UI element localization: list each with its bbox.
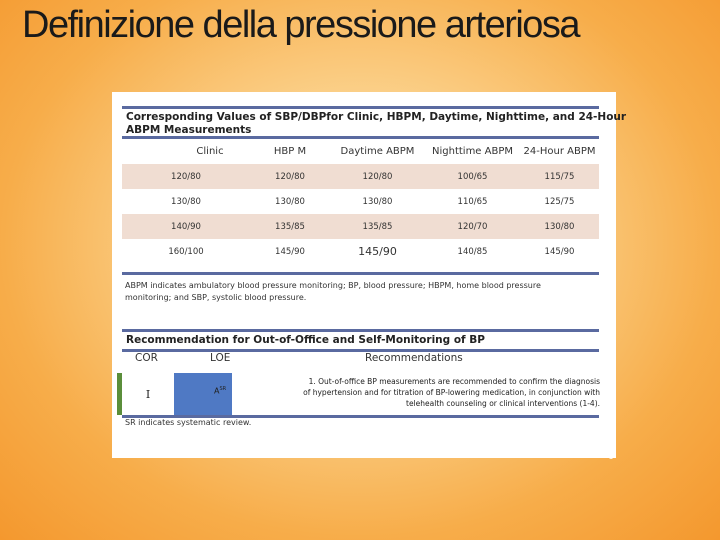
footnote-line2: monitoring; and SBP, systolic blood pressure. xyxy=(125,293,307,302)
header-cell: Clinic xyxy=(196,145,224,157)
table-cell: 140/90 xyxy=(122,214,250,239)
table-cell: 115/75 xyxy=(520,164,599,189)
rec-header-rule xyxy=(122,349,599,352)
slide-title: Definizione della pressione arteriosa xyxy=(22,4,580,46)
table-cell: 120/80 xyxy=(250,164,330,189)
header-cell: Nighttime ABPM xyxy=(432,145,513,157)
cor-class-cell xyxy=(117,373,174,415)
table1-caption xyxy=(126,111,626,137)
header-spacer xyxy=(122,138,170,164)
table-cell: 120/80 xyxy=(122,164,250,189)
table-header-row xyxy=(122,138,599,164)
table1-footnote xyxy=(125,280,595,304)
table-cell: 130/80 xyxy=(171,196,201,207)
col-loe-header: LOE xyxy=(210,352,231,364)
header-cell: HBP M xyxy=(273,145,307,157)
table-row xyxy=(122,189,599,214)
table-cell: 130/80 xyxy=(520,214,599,239)
table-cell: 145/90 xyxy=(544,246,575,257)
loe-letter: A xyxy=(214,386,220,396)
sr-footnote: SR indicates systematic review. xyxy=(125,418,252,427)
table-cell: 160/100 xyxy=(168,246,204,257)
bp-values-table xyxy=(122,138,599,264)
loe-value xyxy=(214,386,226,396)
table-cell: 110/65 xyxy=(457,196,488,207)
table-cell: 130/80 xyxy=(362,196,393,207)
table1-caption-line1: Corresponding Values of SBP/DBPfor Clinic, HBPM, Daytime, Nighttime, and 24-Hour xyxy=(126,111,627,123)
rec-line2: of hypertension and for titration of BP-lowering medication, in conjunction with xyxy=(303,388,600,397)
col-recommendations-header: Recommendations xyxy=(365,352,463,364)
table1-top-rule xyxy=(122,106,599,109)
footnote-line1: ABPM indicates ambulatory blood pressure monitoring; BP, blood pressure; HBPM, home blood pressure xyxy=(125,281,541,290)
recommendation-text xyxy=(250,376,600,409)
table-row xyxy=(122,239,599,264)
table1-bottom-rule xyxy=(122,272,599,275)
table-cell: 125/75 xyxy=(544,196,575,207)
table-cell: 100/65 xyxy=(425,164,520,189)
table1-caption-line2: ABPM Measurements xyxy=(126,124,252,136)
table-cell: 145/90 xyxy=(275,246,305,257)
table-cell: 140/85 xyxy=(457,246,488,257)
col-cor-header: COR xyxy=(135,352,158,364)
header-cell: Daytime ABPM xyxy=(340,145,415,157)
rec-line1: 1. Out-of-office BP measurements are recommended to confirm the diagnosis xyxy=(308,377,600,386)
page-number: 6 xyxy=(608,452,614,462)
rec-caption: Recommendation for Out-of-Office and Self-Monitoring of BP xyxy=(126,334,485,346)
table-cell: 130/80 xyxy=(275,196,305,207)
table-cell: 135/85 xyxy=(330,214,425,239)
rec-top-rule xyxy=(122,329,599,332)
loe-superscript: SR xyxy=(219,386,227,392)
table-row xyxy=(122,164,599,189)
table-row xyxy=(122,214,599,239)
rec-line3: telehealth counseling or clinical interventions (1-4). xyxy=(406,399,600,408)
table-cell: 120/70 xyxy=(425,214,520,239)
table-cell: 135/85 xyxy=(250,214,330,239)
cor-value: I xyxy=(145,387,151,401)
table-cell: 120/80 xyxy=(330,164,425,189)
table-cell: 145/90 xyxy=(358,245,397,258)
header-cell: 24-Hour ABPM xyxy=(523,145,596,157)
